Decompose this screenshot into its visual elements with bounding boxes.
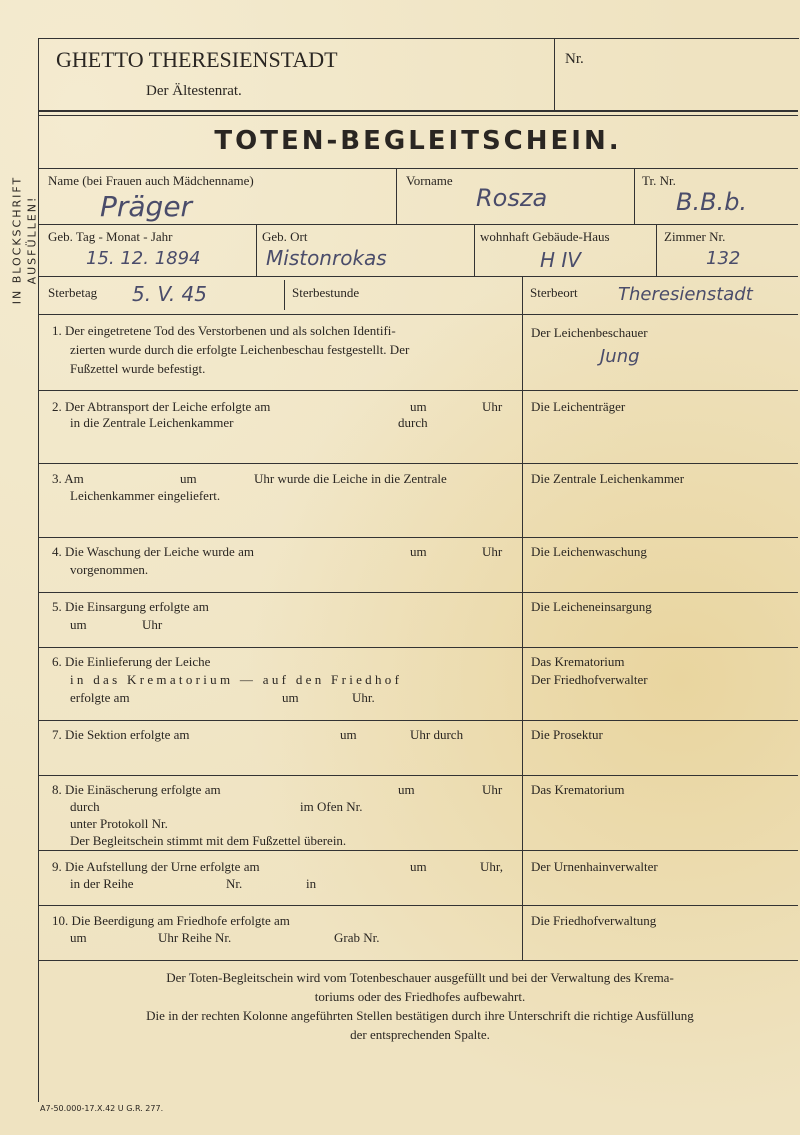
row10-line2: um — [70, 930, 87, 945]
row10-line1: 10. Die Beerdigung am Friedhofe erfolgte am — [52, 913, 290, 928]
org-subtitle: Der Ältestenrat. — [146, 83, 242, 99]
row9-um: um — [410, 859, 427, 874]
row7-line1: 7. Die Sektion erfolgte am — [52, 727, 190, 742]
zimmer-label: Zimmer Nr. — [664, 229, 726, 244]
row6-line1: 6. Die Einlieferung der Leiche — [52, 654, 211, 669]
vorname-value: Rosza — [476, 184, 548, 212]
row5-right: Die Leicheneinsargung — [531, 599, 652, 614]
leichenbeschauer-signature: Jung — [600, 346, 640, 367]
sterbeort-value: Theresienstadt — [618, 284, 753, 305]
geb-ort-value: Mistonrokas — [266, 246, 387, 270]
title-rule — [38, 168, 798, 169]
row10-right: Die Friedhofverwaltung — [531, 913, 657, 928]
footer-line2: toriums oder des Friedhofes aufbewahrt. — [314, 989, 526, 1004]
row9-uhr: Uhr, — [480, 859, 503, 874]
footer-note — [40, 968, 800, 1044]
row10-grab: Grab Nr. — [334, 930, 380, 945]
row3-line2: Leichenkammer eingeliefert. — [70, 488, 221, 503]
footer-line4: der entsprechenden Spalte. — [350, 1027, 490, 1042]
geb-tag-label: Geb. Tag - Monat - Jahr — [48, 229, 173, 244]
right-column-divider — [522, 276, 523, 960]
row8-line1: 8. Die Einäscherung erfolgte am — [52, 782, 221, 797]
row9-line1: 9. Die Aufstellung der Urne erfolgte am — [52, 859, 260, 874]
row2-line2: in die Zentrale Leichenkammer — [70, 415, 234, 430]
row10-uhr-reihe: Uhr Reihe Nr. — [158, 930, 232, 945]
form-title: TOTEN-BEGLEITSCHEIN. — [214, 126, 622, 156]
footer-line3: Die in der rechten Kolonne angeführten Stellen bestätigen durch ihre Unterschrift die richtige Ausfüllung — [146, 1008, 694, 1023]
row7-um: um — [340, 727, 357, 742]
print-code: A7-50.000-17.X.42 U G.R. 277. — [40, 1104, 164, 1113]
sterbeort-label: Sterbeort — [530, 285, 578, 300]
side-instruction-line2: AUSFÜLLEN! — [25, 195, 39, 285]
row6-right2: Der Friedhofverwalter — [531, 672, 648, 687]
name-value: Präger — [100, 190, 193, 223]
tr-label: Tr. Nr. — [642, 173, 676, 188]
row7-uhr: Uhr durch — [410, 727, 464, 742]
nr-label: Nr. — [565, 51, 584, 67]
row8-uhr: Uhr — [482, 782, 503, 797]
row5-line1: 5. Die Einsargung erfolgte am — [52, 599, 209, 614]
side-instruction-line1: IN BLOCKSCHRIFT — [10, 175, 24, 305]
geb-ort-label: Geb. Ort — [262, 229, 308, 244]
row6-line3: erfolgte am — [70, 690, 130, 705]
row8-line4: Der Begleitschein stimmt mit dem Fußzettel überein. — [70, 833, 347, 848]
row2-line1: 2. Der Abtransport der Leiche erfolgte am — [52, 399, 271, 414]
row1-line2: zierten wurde durch die erfolgte Leichenbeschau festgestellt. Der — [70, 342, 410, 357]
row2-durch: durch — [398, 415, 428, 430]
row2-um: um — [410, 399, 427, 414]
header-rule-2 — [38, 115, 798, 116]
org-name: GHETTO THERESIENSTADT — [56, 47, 338, 72]
row1-line3: Fußzettel wurde befestigt. — [70, 361, 206, 376]
row6-um: um — [282, 690, 299, 705]
row9-line2: in der Reihe — [70, 876, 134, 891]
sterbetag-value: 5. V. 45 — [132, 282, 207, 306]
row4-um: um — [410, 544, 427, 559]
row8-um: um — [398, 782, 415, 797]
row4-right: Die Leichenwaschung — [531, 544, 647, 559]
row5-line2: um — [70, 617, 87, 632]
zimmer-value: 132 — [706, 248, 741, 269]
row5-uhr: Uhr — [142, 617, 163, 632]
row4-line1: 4. Die Waschung der Leiche wurde am — [52, 544, 254, 559]
row1-line1: 1. Der eingetretene Tod des Verstorbenen und als solchen Identifi- — [52, 323, 396, 338]
row4-uhr: Uhr — [482, 544, 503, 559]
row3-rest: Uhr wurde die Leiche in die Zentrale — [254, 471, 447, 486]
row8-line3: unter Protokoll Nr. — [70, 816, 168, 831]
row8-ofen: im Ofen Nr. — [300, 799, 363, 814]
tr-value: B.B.b. — [676, 188, 748, 216]
row3-right: Die Zentrale Leichenkammer — [531, 471, 685, 486]
row9-nr: Nr. — [226, 876, 243, 891]
gebaeude-label: wohnhaft Gebäude-Haus — [480, 229, 610, 244]
row9-in: in — [306, 876, 317, 891]
row6-line2: in das Krematorium — auf den Friedhof — [70, 672, 403, 687]
row1-right: Der Leichenbeschauer — [531, 325, 648, 340]
row8-right: Das Krematorium — [531, 782, 625, 797]
vorname-label: Vorname — [406, 173, 453, 188]
row4-line2: vorgenommen. — [70, 562, 149, 577]
row3-um: um — [180, 471, 197, 486]
sterbetag-label: Sterbetag — [48, 285, 98, 300]
header-rule-1 — [38, 110, 798, 112]
row2-uhr: Uhr — [482, 399, 503, 414]
row6-right: Das Krematorium — [531, 654, 625, 669]
row3-line1: 3. Am — [52, 471, 84, 486]
row6-uhr: Uhr. — [352, 690, 375, 705]
name-label: Name (bei Frauen auch Mädchenname) — [48, 173, 254, 188]
header-divider — [554, 38, 555, 110]
row7-right: Die Prosektur — [531, 727, 603, 742]
geb-tag-value: 15. 12. 1894 — [86, 248, 201, 269]
footer-line1: Der Toten-Begleitschein wird vom Totenbeschauer ausgefüllt und bei der Verwaltung des Krema- — [166, 970, 674, 985]
gebaeude-value: H IV — [540, 248, 581, 272]
row8-line2: durch — [70, 799, 100, 814]
row9-right: Der Urnenhainverwalter — [531, 859, 658, 874]
row2-right: Die Leichenträger — [531, 399, 626, 414]
sterbestunde-label: Sterbestunde — [292, 285, 360, 300]
